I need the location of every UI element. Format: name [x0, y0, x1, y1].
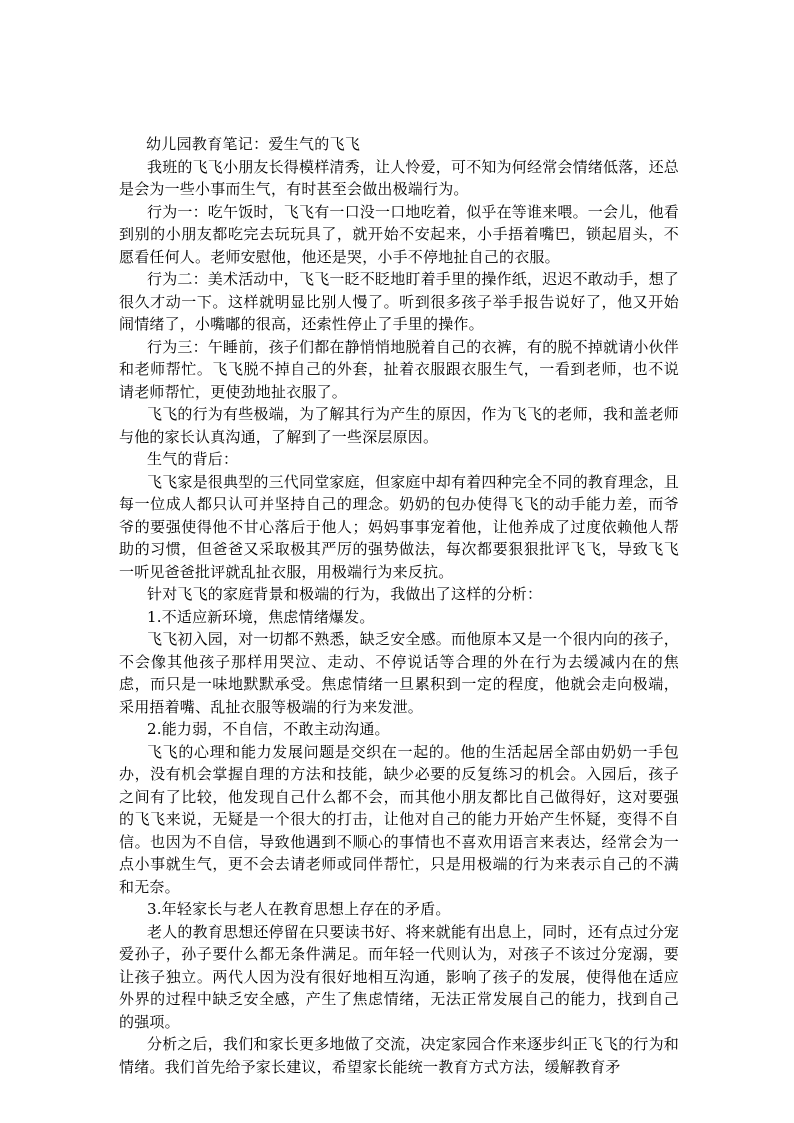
paragraph-analysis-intro: 针对飞飞的家庭背景和极端的行为，我做出了这样的分析：	[147, 585, 543, 603]
analysis-point-3-heading: 3.年轻家长与老人在教育思想上存在的矛盾。	[147, 900, 451, 918]
paragraph-behavior-1: 行为一：吃午饭时，飞飞有一口没一口地吃着，似乎在等谁来喂。一会儿，他看到别的小朋友都吃完去玩玩具了，就开始不安起来，小手捂着嘴巴，锁起眉头，不愿看任何人。老师安慰他，他还是哭，小手不停地扯自己的衣服。	[119, 202, 680, 266]
analysis-point-2-heading: 2.能力弱，不自信，不敢主动沟通。	[147, 720, 390, 738]
section-heading-background: 生气的背后：	[147, 450, 239, 468]
analysis-point-3-body: 老人的教育思想还停留在只要读书好、将来就能有出息上，同时，还有点过分宠爱孙子，孙子要什么都无条件满足。而年轻一代则认为，对孩子不该过分宠溺，要让孩子独立。两代人因为没有很好地相互沟通，影响了孩子的发展，使得他在适应外界的过程中缺乏安全感，产生了焦虑情绪，无法正常发展自己的能力，找到自己的强项。	[119, 922, 680, 1031]
analysis-point-1-heading: 1.不适应新环境，焦虑情绪爆发。	[147, 607, 375, 626]
paragraph-conclusion: 分析之后，我们和家长更多地做了交流，决定家园合作来逐步纠正飞飞的行为和情绪。我们首先给予家长建议，希望家长能统一教育方式方法，缓解教育矛	[119, 1035, 680, 1076]
analysis-point-1-body: 飞飞初入园，对一切都不熟悉，缺乏安全感。而他原本又是一个很内向的孩子，不会像其他孩子那样用哭泣、走动、不停说话等合理的外在行为去缓减内在的焦虑，而只是一味地默默承受。焦虑情绪一旦累积到一定的程度，他就会走向极端，采用捂着嘴、乱扯衣服等极端的行为来发泄。	[119, 630, 680, 716]
paragraph-communication: 飞飞的行为有些极端，为了解其行为产生的原因，作为飞飞的老师，我和盖老师与他的家长认真沟通，了解到了一些深层原因。	[119, 405, 680, 446]
paragraph-intro: 我班的飞飞小朋友长得模样清秀，让人怜爱，可不知为何经常会情绪低落，还总是会为一些小事而生气，有时甚至会做出极端行为。	[119, 157, 680, 198]
paragraph-behavior-2: 行为二：美术活动中，飞飞一眨不眨地盯着手里的操作纸，迟迟不敢动手，想了很久才动一下。这样就明显比别人慢了。听到很多孩子举手报告说好了，他又开始闹情绪了，小嘴嘟的很高，还索性停止了手里的操作。	[119, 270, 680, 333]
paragraph-behavior-3: 行为三：午睡前，孩子们都在静悄悄地脱着自己的衣裤，有的脱不掉就请小伙伴和老师帮忙。飞飞脱不掉自己的外套，扯着衣服跟衣服生气，一看到老师，也不说请老师帮忙，更使劲地扯衣服了。	[119, 337, 680, 401]
analysis-point-2-body: 飞飞的心理和能力发展问题是交织在一起的。他的生活起居全部由奶奶一手包办，没有机会掌握自理的方法和技能，缺少必要的反复练习的机会。入园后，孩子之间有了比较，他发现自己什么都不会，而其他小朋友都比自己做得好，这对要强的飞飞来说，无疑是一个很大的打击，让他对自己的能力开始产生怀疑，变得不自信。也因为不自信，导致他遇到不顺心的事情也不喜欢用语言来表达，经常会为一点小事就生气，更不会去请老师或同伴帮忙，只是用极端的行为来表示自己的不满和无奈。	[119, 742, 679, 896]
document-page	[119, 133, 679, 1078]
document-title: 幼儿园教育笔记：爱生气的飞飞	[146, 135, 361, 153]
paragraph-family: 飞飞家是很典型的三代同堂家庭，但家庭中却有着四种完全不同的教育理念，且每一位成人都只认可并坚持自己的理念。奶奶的包办使得飞飞的动手能力差，而爷爷的要强使得他不甘心落后于他人；妈妈事事宠着他，让他养成了过度依赖他人帮助的习惯，但爸爸又采取极其严厉的强势做法，每次都要狠狠批评飞飞，导致飞飞一听见爸爸批评就乱扯衣服，用极端行为来反抗。	[119, 472, 680, 581]
